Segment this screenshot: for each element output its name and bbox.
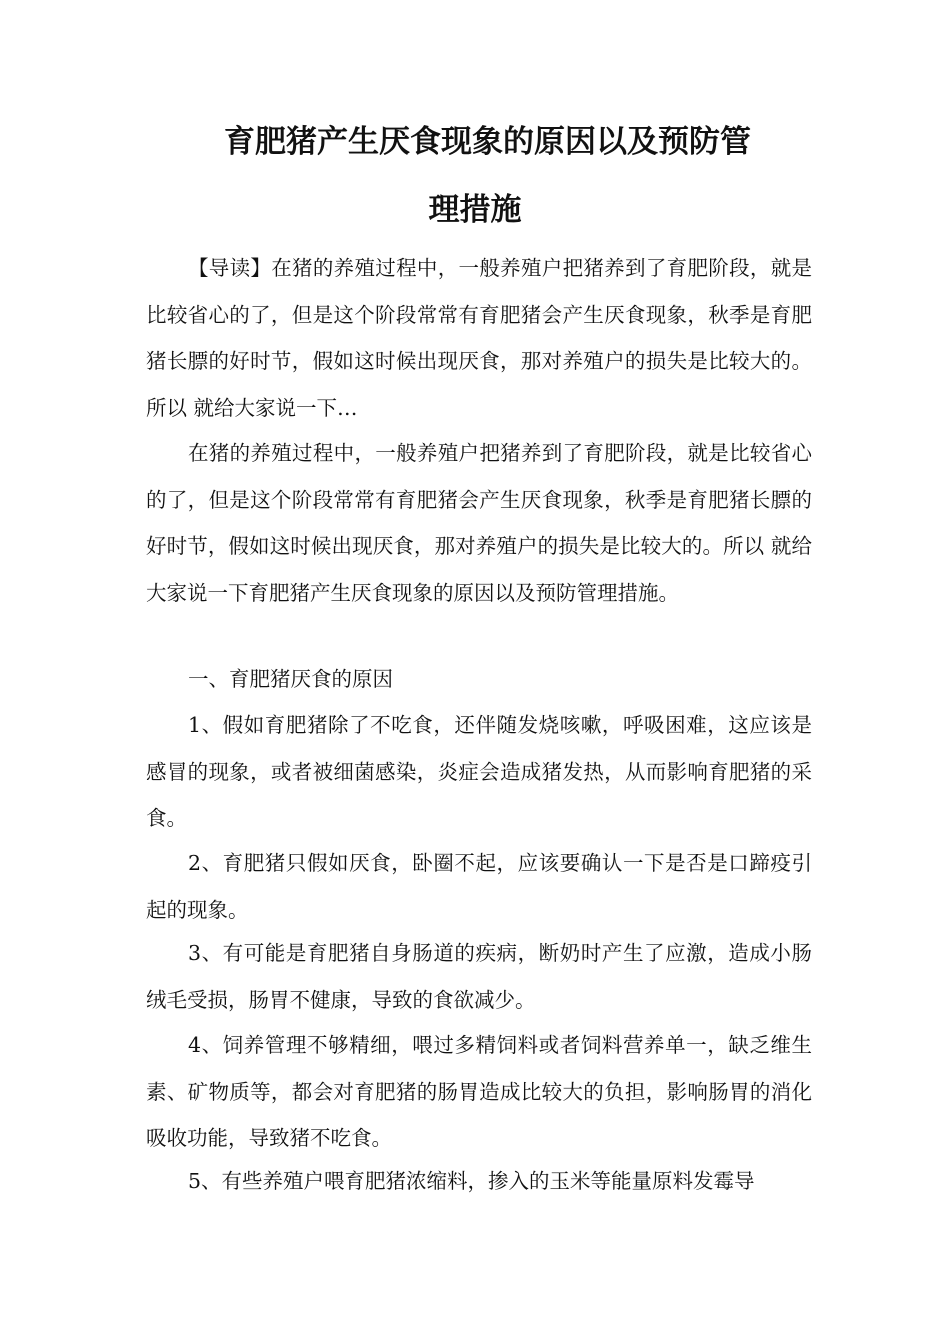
- body-paragraph-1: 在猪的养殖过程中，一般养殖户把猪养到了育肥阶段，就是比较省心的了，但是这个阶段常常有育肥猪会产生厌食现象，秋季是育肥猪长膘的好时节，假如这时候出现厌食，那对养殖户的损失是比较大的。所以 就给大家说一下育肥猪产生厌食现象的原因以及预防管理措施。: [146, 441, 812, 605]
- section-heading-causes: 一、育肥猪厌食的原因: [188, 667, 393, 691]
- cause-item-2: 2、育肥猪只假如厌食，卧圈不起，应该要确认一下是否是口蹄疫引起的现象。: [146, 851, 812, 922]
- cause-item-3: 3、有可能是育肥猪自身肠道的疾病，断奶时产生了应激，造成小肠绒毛受损，肠胃不健康，导致的食欲减少。: [146, 941, 812, 1012]
- document-title-line-2: 理措施: [428, 192, 522, 228]
- document-title-line-1: 育肥猪产生厌食现象的原因以及预防管: [224, 124, 751, 160]
- intro-paragraph: 【导读】在猪的养殖过程中，一般养殖户把猪养到了育肥阶段，就是比较省心的了，但是这个阶段常常有育肥猪会产生厌食现象，秋季是育肥猪长膘的好时节，假如这时候出现厌食，那对养殖户的损失是比较大的。所以 就给大家说一下…: [146, 256, 812, 420]
- cause-item-1: 1、假如育肥猪除了不吃食，还伴随发烧咳嗽，呼吸困难，这应该是感冒的现象，或者被细菌感染，炎症会造成猪发热，从而影响育肥猪的采食。: [146, 713, 812, 830]
- cause-item-4: 4、饲养管理不够精细，喂过多精饲料或者饲料营养单一，缺乏维生素、矿物质等，都会对育肥猪的肠胃造成比较大的负担，影响肠胃的消化吸收功能，导致猪不吃食。: [146, 1033, 812, 1150]
- cause-item-5: 5、有些养殖户喂育肥猪浓缩料，掺入的玉米等能量原料发霉导: [188, 1169, 755, 1193]
